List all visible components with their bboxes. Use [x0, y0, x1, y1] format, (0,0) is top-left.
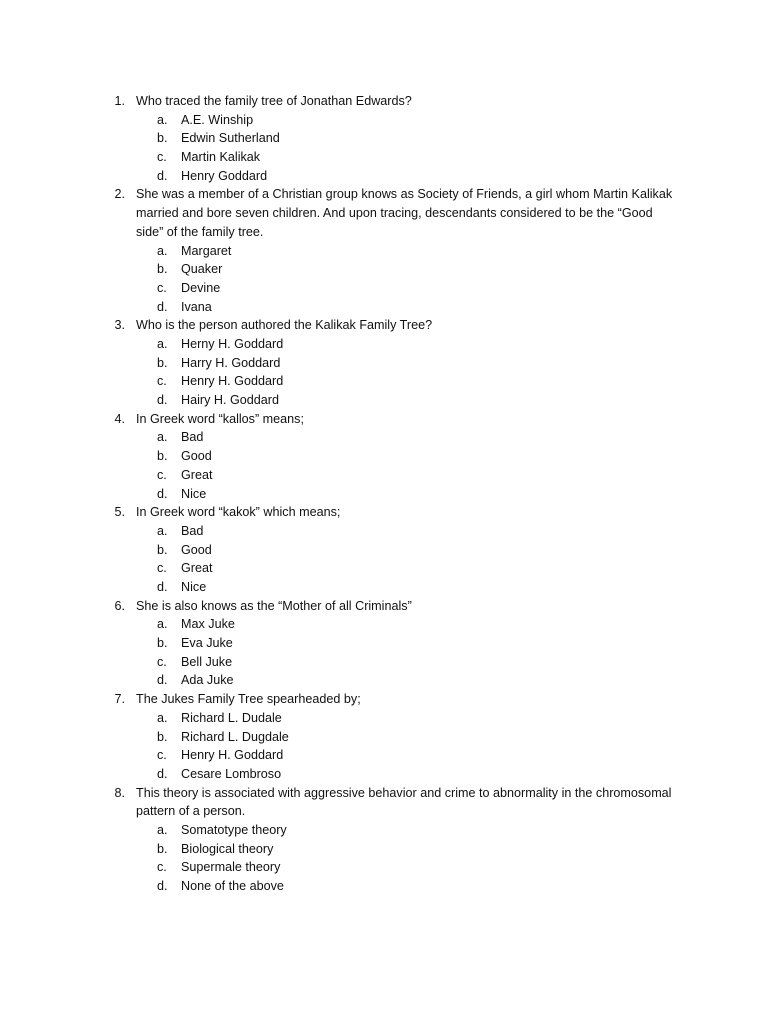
- option-letter: a.: [157, 822, 168, 837]
- option-letter: b.: [157, 449, 168, 464]
- option-text: Ivana: [181, 299, 212, 314]
- option-text: Herny H. Goddard: [181, 337, 284, 352]
- answer-option: [0, 653, 768, 672]
- option-text: Henry Goddard: [181, 168, 268, 183]
- option-letter: a.: [157, 710, 168, 725]
- option-letter: d.: [157, 673, 168, 688]
- option-letter: c.: [157, 561, 167, 576]
- option-text: Nice: [181, 579, 207, 594]
- option-text: Henry H. Goddard: [181, 374, 284, 389]
- option-text: Richard L. Dudale: [181, 710, 282, 725]
- question-list: [0, 92, 768, 896]
- option-letter: a.: [157, 337, 168, 352]
- question-text: The Jukes Family Tree spearheaded by;: [136, 692, 361, 707]
- answer-option: [0, 541, 768, 560]
- option-letter: c.: [157, 860, 167, 875]
- answer-option: [0, 260, 768, 279]
- question-block: [0, 597, 768, 690]
- answer-option: [0, 877, 768, 896]
- question-number: 6.: [114, 598, 125, 613]
- question-text: She was a member of a Christian group knows as Society of Friends, a girl whom Martin Kalikak married and bore seven children. And upon tracing, descendants considered to be the “Good side” of the family tree.: [136, 187, 673, 239]
- option-letter: c.: [157, 748, 167, 763]
- option-letter: b.: [157, 131, 168, 146]
- question-number: 2.: [114, 187, 125, 202]
- option-letter: c.: [157, 654, 167, 669]
- option-letter: a.: [157, 430, 168, 445]
- question: [0, 503, 768, 522]
- question-text: She is also knows as the “Mother of all Criminals”: [136, 598, 412, 613]
- option-text: Devine: [181, 280, 221, 295]
- option-text: Harry H. Goddard: [181, 355, 281, 370]
- answer-option: [0, 372, 768, 391]
- option-letter: d.: [157, 486, 168, 501]
- question: [0, 92, 768, 111]
- option-text: Good: [181, 542, 212, 557]
- option-text: Eva Juke: [181, 636, 233, 651]
- answer-option: [0, 167, 768, 186]
- answer-option: [0, 858, 768, 877]
- option-text: A.E. Winship: [181, 112, 254, 127]
- option-text: Supermale theory: [181, 860, 281, 875]
- option-text: Ada Juke: [181, 673, 234, 688]
- answer-option: [0, 242, 768, 261]
- question: [0, 316, 768, 335]
- answer-option: [0, 559, 768, 578]
- question-number: 1.: [114, 94, 125, 108]
- question-text: In Greek word “kakok” which means;: [136, 505, 341, 520]
- answer-option: [0, 335, 768, 354]
- option-letter: b.: [157, 636, 168, 651]
- option-text: Hairy H. Goddard: [181, 393, 279, 408]
- question-block: [0, 784, 768, 896]
- option-letter: a.: [157, 523, 168, 538]
- question-text: Who is the person authored the Kalikak Family Tree?: [136, 318, 433, 333]
- question-block: [0, 410, 768, 503]
- option-letter: b.: [157, 542, 168, 557]
- option-text: Max Juke: [181, 617, 235, 632]
- option-letter: d.: [157, 299, 168, 314]
- answer-option: [0, 447, 768, 466]
- answer-option: [0, 840, 768, 859]
- answer-option: [0, 578, 768, 597]
- option-text: Richard L. Dugdale: [181, 729, 289, 744]
- answer-option: [0, 129, 768, 148]
- answer-option: [0, 428, 768, 447]
- answer-option: [0, 391, 768, 410]
- question-block: [0, 92, 768, 185]
- answer-option: [0, 466, 768, 485]
- option-text: Martin Kalikak: [181, 150, 261, 165]
- option-letter: b.: [157, 262, 168, 277]
- question-block: [0, 503, 768, 596]
- option-letter: d.: [157, 393, 168, 408]
- question: [0, 597, 768, 616]
- option-letter: c.: [157, 467, 167, 482]
- option-letter: d.: [157, 879, 168, 894]
- option-text: Good: [181, 449, 212, 464]
- question-block: [0, 185, 768, 316]
- option-letter: a.: [157, 617, 168, 632]
- answer-option: [0, 765, 768, 784]
- answer-option: [0, 671, 768, 690]
- option-text: Great: [181, 467, 213, 482]
- answer-option: [0, 522, 768, 541]
- question: [0, 410, 768, 429]
- answer-option: [0, 821, 768, 840]
- question-block: [0, 690, 768, 783]
- answer-option: [0, 485, 768, 504]
- option-letter: a.: [157, 112, 168, 127]
- answer-option: [0, 279, 768, 298]
- question-number: 7.: [114, 692, 125, 707]
- option-text: Bad: [181, 523, 204, 538]
- question-number: 8.: [114, 785, 125, 800]
- question: [0, 784, 768, 821]
- question: [0, 185, 768, 241]
- answer-option: [0, 111, 768, 130]
- option-text: Cesare Lombroso: [181, 766, 282, 781]
- answer-option: [0, 615, 768, 634]
- option-letter: c.: [157, 280, 167, 295]
- option-letter: d.: [157, 168, 168, 183]
- option-letter: b.: [157, 355, 168, 370]
- option-text: Quaker: [181, 262, 223, 277]
- question-number: 3.: [114, 318, 125, 333]
- option-text: Edwin Sutherland: [181, 131, 280, 146]
- answer-option: [0, 709, 768, 728]
- answer-option: [0, 148, 768, 167]
- option-letter: b.: [157, 841, 168, 856]
- option-text: Nice: [181, 486, 207, 501]
- option-letter: a.: [157, 243, 168, 258]
- option-letter: b.: [157, 729, 168, 744]
- option-text: Somatotype theory: [181, 822, 287, 837]
- option-text: Margaret: [181, 243, 232, 258]
- option-letter: d.: [157, 766, 168, 781]
- question-text: Who traced the family tree of Jonathan Edwards?: [136, 94, 412, 108]
- question-number: 5.: [114, 505, 125, 520]
- question-text: This theory is associated with aggressive behavior and crime to abnormality in the chromosomal pattern of a person.: [136, 785, 672, 819]
- option-letter: d.: [157, 579, 168, 594]
- answer-option: [0, 298, 768, 317]
- answer-option: [0, 728, 768, 747]
- option-text: Henry H. Goddard: [181, 748, 284, 763]
- option-letter: c.: [157, 374, 167, 389]
- answer-option: [0, 746, 768, 765]
- option-text: Bell Juke: [181, 654, 233, 669]
- answer-option: [0, 634, 768, 653]
- question-block: [0, 316, 768, 409]
- option-text: Biological theory: [181, 841, 274, 856]
- question-text: In Greek word “kallos” means;: [136, 411, 304, 426]
- option-text: Bad: [181, 430, 204, 445]
- answer-option: [0, 354, 768, 373]
- option-text: None of the above: [181, 879, 284, 894]
- option-letter: c.: [157, 150, 167, 165]
- question: [0, 690, 768, 709]
- option-text: Great: [181, 561, 213, 576]
- question-number: 4.: [114, 411, 125, 426]
